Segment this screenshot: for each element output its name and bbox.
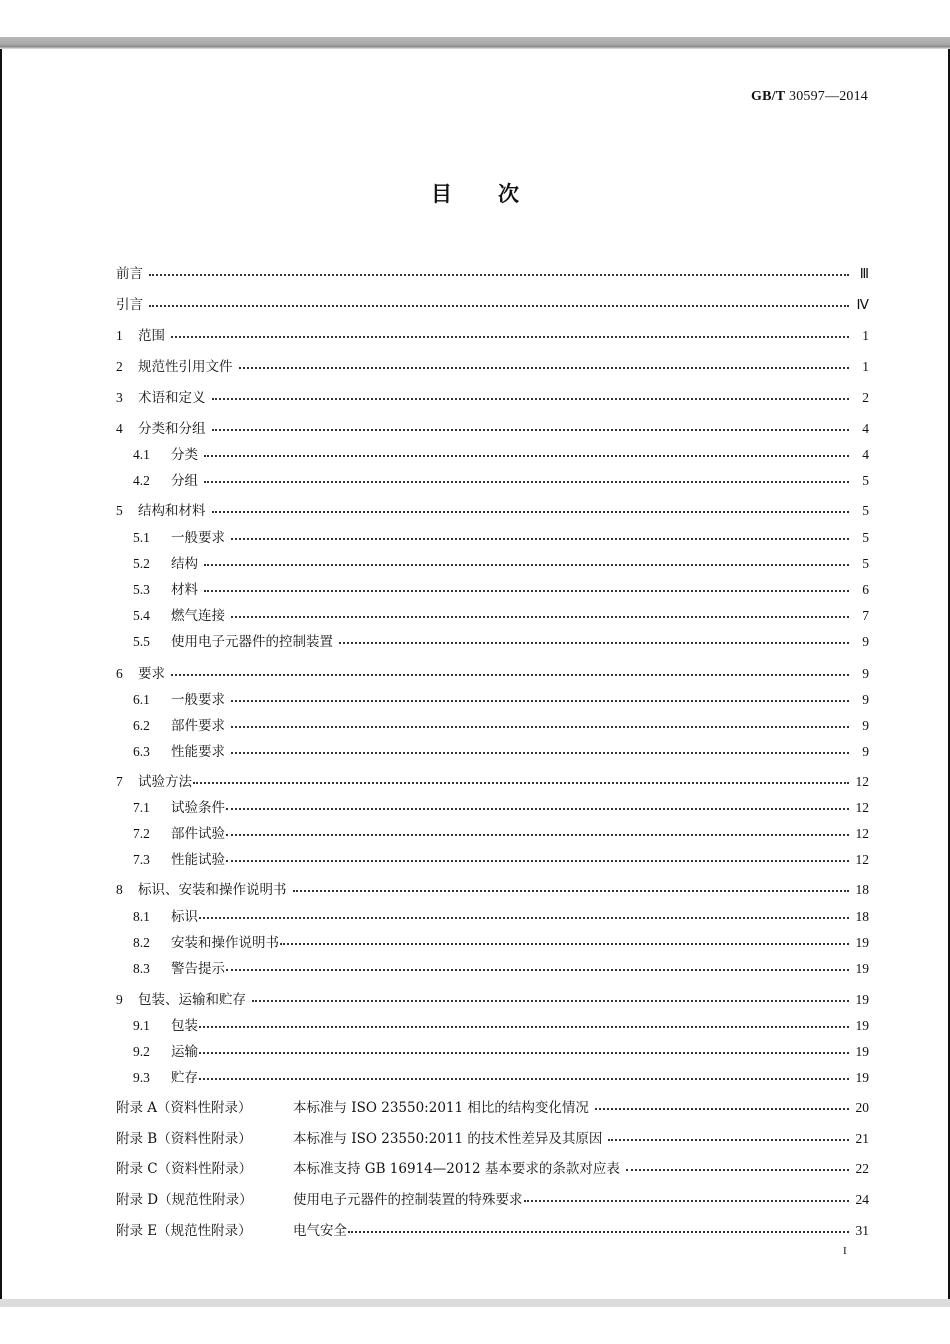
dot-leader [239, 366, 850, 369]
toc-entry-title: 本标准支持 GB 16914—2012 基本要求的条款对应表 [293, 1161, 620, 1177]
toc-entry-number: 附录 E（规范性附录） [116, 1223, 252, 1239]
toc-page-number: 5 [862, 530, 869, 545]
toc-page-number: 18 [855, 909, 869, 924]
toc-entry-number: 9 [116, 992, 123, 1007]
toc-page-number: 22 [855, 1161, 869, 1176]
toc-entry-title: 包装、运输和贮存 [138, 992, 246, 1008]
toc-entry[interactable] [116, 469, 869, 489]
toc-annex-entry[interactable] [116, 1219, 869, 1239]
dot-leader [348, 1230, 849, 1233]
toc-page-number: 19 [855, 935, 869, 950]
dot-leader [231, 537, 849, 540]
standard-prefix: GB/T [751, 89, 786, 104]
dot-leader [204, 480, 849, 483]
toc-entry[interactable] [116, 417, 869, 437]
toc-entry-title: 分类 [171, 447, 198, 463]
dot-leader [204, 563, 849, 566]
toc-entry-number: 2 [116, 359, 123, 374]
dot-leader [199, 1051, 849, 1054]
toc-page-number: 9 [862, 744, 869, 759]
toc-entry-number: 7 [116, 774, 123, 789]
toc-entry[interactable] [116, 822, 869, 842]
toc-entry[interactable] [116, 324, 869, 344]
toc-entry-title: 分组 [171, 473, 198, 489]
toc-page-number: 9 [862, 666, 869, 681]
toc-page-number: 24 [855, 1192, 869, 1207]
toc-page-number: 12 [855, 774, 869, 789]
toc-page-number: 31 [855, 1223, 869, 1238]
toc-page-number: 19 [855, 1044, 869, 1059]
toc-page-number: 9 [862, 718, 869, 733]
toc-page-number: 5 [862, 473, 869, 488]
toc-page-number: Ⅳ [856, 297, 869, 312]
dot-leader [193, 781, 849, 784]
title-char-1: 目 [431, 182, 452, 206]
toc-entry-number: 6.3 [133, 744, 150, 759]
toc-entry-title: 要求 [138, 666, 165, 682]
toc-entry-title: 术语和定义 [138, 390, 206, 406]
toc-entry-title: 材料 [171, 582, 198, 598]
toc-entry-title: 性能试验 [171, 852, 225, 868]
toc-entry-title: 本标准与 ISO 23550:2011 相比的结构变化情况 [293, 1100, 589, 1116]
toc-page-number: 19 [855, 1018, 869, 1033]
toc-entry-title: 规范性引用文件 [138, 359, 233, 375]
toc-entry[interactable] [116, 688, 869, 708]
toc-page-number: 18 [855, 882, 869, 897]
toc-page-number: 1 [862, 359, 869, 374]
toc-annex-entry[interactable] [116, 1188, 869, 1208]
toc-entry[interactable] [116, 526, 869, 546]
toc-entry-title: 标识 [171, 909, 198, 925]
dot-leader [226, 859, 849, 862]
toc-entry-title: 结构 [171, 556, 198, 572]
toc-entry-number: 7.3 [133, 852, 150, 867]
dot-leader [280, 942, 849, 945]
toc-entry[interactable] [116, 796, 869, 816]
dot-leader [226, 968, 849, 971]
toc-entry-number: 5.2 [133, 556, 150, 571]
dot-leader [608, 1138, 849, 1141]
dot-leader [199, 916, 849, 919]
toc-entry-number: 9.1 [133, 1018, 150, 1033]
toc-entry[interactable] [116, 1014, 869, 1034]
toc-entry-number: 5.5 [133, 634, 150, 649]
toc-page-number: 2 [862, 390, 869, 405]
toc-page-number: 4 [862, 421, 869, 436]
toc-entry-title: 运输 [171, 1044, 198, 1060]
toc-page-number: 5 [862, 556, 869, 571]
toc-entry-title: 燃气连接 [171, 608, 225, 624]
page-folio: I [843, 1245, 847, 1257]
toc-page-number: 1 [862, 328, 869, 343]
dot-leader [149, 273, 849, 276]
toc-entry[interactable] [116, 499, 869, 519]
dot-leader [199, 1077, 849, 1080]
toc-page-number: 5 [862, 503, 869, 518]
dot-leader [339, 641, 849, 644]
toc-entry-number: 附录 A（资料性附录） [116, 1100, 252, 1116]
viewer-top-edge [0, 37, 950, 49]
toc-entry-title: 一般要求 [171, 530, 225, 546]
toc-entry-number: 8.2 [133, 935, 150, 950]
dot-leader [212, 510, 850, 513]
toc-entry-title: 贮存 [171, 1070, 198, 1086]
toc-entry-number: 1 [116, 328, 123, 343]
dot-leader [149, 304, 849, 307]
dot-leader [524, 1199, 850, 1202]
toc-entry[interactable] [116, 443, 869, 463]
toc-entry-title: 一般要求 [171, 692, 225, 708]
toc-entry-number: 4 [116, 421, 123, 436]
toc-entry-number: 5.3 [133, 582, 150, 597]
toc-entry-number: 5.1 [133, 530, 150, 545]
toc-entry-number: 4.2 [133, 473, 150, 488]
toc-entry[interactable] [116, 740, 869, 760]
dot-leader [231, 751, 849, 754]
toc-page-number: 19 [855, 1070, 869, 1085]
toc-entry[interactable] [116, 578, 869, 598]
toc-entry[interactable] [116, 630, 869, 650]
toc-annex-entry[interactable] [116, 1127, 869, 1147]
toc-page-number: 12 [855, 852, 869, 867]
dot-leader [226, 807, 849, 810]
toc-entry-number: 附录 B（资料性附录） [116, 1131, 252, 1147]
dot-leader [212, 428, 850, 431]
toc-page-number: Ⅲ [859, 266, 869, 281]
toc-entry-number: 6.2 [133, 718, 150, 733]
toc-entry-title: 试验条件 [171, 800, 225, 816]
toc-entry-title: 分类和分组 [138, 421, 206, 437]
toc-entry[interactable] [116, 262, 869, 282]
toc-entry[interactable] [116, 355, 869, 375]
dot-leader [231, 725, 849, 728]
toc-entry-title: 包装 [171, 1018, 198, 1034]
toc-entry-number: 5.4 [133, 608, 150, 623]
dot-leader [252, 999, 849, 1002]
dot-leader [626, 1168, 849, 1171]
toc-entry-title: 部件试验 [171, 826, 225, 842]
toc-entry[interactable] [116, 957, 869, 977]
toc-page-number: 9 [862, 692, 869, 707]
toc-page-number: 12 [855, 826, 869, 841]
toc-entry-title: 使用电子元器件的控制装置的特殊要求 [293, 1192, 523, 1208]
toc-entry-title: 本标准与 ISO 23550:2011 的技术性差异及其原因 [293, 1131, 603, 1147]
toc-entry-number: 6 [116, 666, 123, 681]
toc-entry-title: 标识、安装和操作说明书 [138, 882, 287, 898]
toc-annex-entry[interactable] [116, 1157, 869, 1177]
toc-page-number: 20 [855, 1100, 869, 1115]
toc-entry[interactable] [116, 988, 869, 1008]
toc-entry-number: 附录 C（资料性附录） [116, 1161, 253, 1177]
toc-entry-title: 安装和操作说明书 [171, 935, 279, 951]
toc-entry-number: 9.3 [133, 1070, 150, 1085]
toc-entry-number: 附录 D（规范性附录） [116, 1192, 253, 1208]
toc-entry-title: 结构和材料 [138, 503, 206, 519]
toc-entry[interactable] [116, 714, 869, 734]
toc-entry-title: 警告提示 [171, 961, 225, 977]
toc-page-number: 21 [855, 1131, 869, 1146]
toc-entry-number: 9.2 [133, 1044, 150, 1059]
title-char-2: 次 [498, 182, 519, 206]
toc-entry-number: 3 [116, 390, 123, 405]
toc-entry[interactable] [116, 905, 869, 925]
toc-page-number: 4 [862, 447, 869, 462]
toc-page-number: 19 [855, 961, 869, 976]
dot-leader [231, 699, 849, 702]
toc-entry-number: 6.1 [133, 692, 150, 707]
toc-entry-number: 8.1 [133, 909, 150, 924]
toc-page-number: 7 [862, 608, 869, 623]
viewer-bottom-edge [0, 1299, 950, 1307]
toc-entry-number: 4.1 [133, 447, 150, 462]
toc-entry-title: 引言 [116, 297, 143, 313]
toc-annex-entry[interactable] [116, 1096, 869, 1116]
toc-page-number: 12 [855, 800, 869, 815]
dot-leader [226, 833, 849, 836]
toc-entry[interactable] [116, 552, 869, 572]
toc-entry[interactable] [116, 662, 869, 682]
toc-page-number: 9 [862, 634, 869, 649]
toc-entry[interactable] [116, 848, 869, 868]
toc-entry[interactable] [116, 1066, 869, 1086]
standard-code [751, 89, 868, 105]
toc-entry[interactable] [116, 878, 869, 898]
toc-entry-title: 范围 [138, 328, 165, 344]
dot-leader [212, 397, 850, 400]
toc-entry-number: 7.1 [133, 800, 150, 815]
dot-leader [204, 589, 849, 592]
standard-number: 30597—2014 [789, 89, 868, 104]
toc-entry[interactable] [116, 931, 869, 951]
toc-entry[interactable] [116, 604, 869, 624]
dot-leader [231, 615, 849, 618]
toc-entry-title: 前言 [116, 266, 143, 282]
dot-leader [204, 454, 849, 457]
dot-leader [293, 889, 850, 892]
toc-entry[interactable] [116, 1040, 869, 1060]
toc-entry-number: 7.2 [133, 826, 150, 841]
toc-entry-title: 性能要求 [171, 744, 225, 760]
page-title [0, 178, 950, 208]
toc-entry-title: 电气安全 [293, 1223, 347, 1239]
toc-page-number: 19 [855, 992, 869, 1007]
dot-leader [171, 673, 849, 676]
dot-leader [171, 335, 849, 338]
toc-entry-number: 5 [116, 503, 123, 518]
toc-entry[interactable] [116, 293, 869, 313]
toc-entry-title: 试验方法 [138, 774, 192, 790]
toc-entry[interactable] [116, 770, 869, 790]
toc-entry-title: 使用电子元器件的控制装置 [171, 634, 333, 650]
toc-entry-title: 部件要求 [171, 718, 225, 734]
toc-entry-number: 8 [116, 882, 123, 897]
toc-page-number: 6 [862, 582, 869, 597]
dot-leader [595, 1107, 849, 1110]
dot-leader [199, 1025, 849, 1028]
toc-entry[interactable] [116, 386, 869, 406]
toc-entry-number: 8.3 [133, 961, 150, 976]
